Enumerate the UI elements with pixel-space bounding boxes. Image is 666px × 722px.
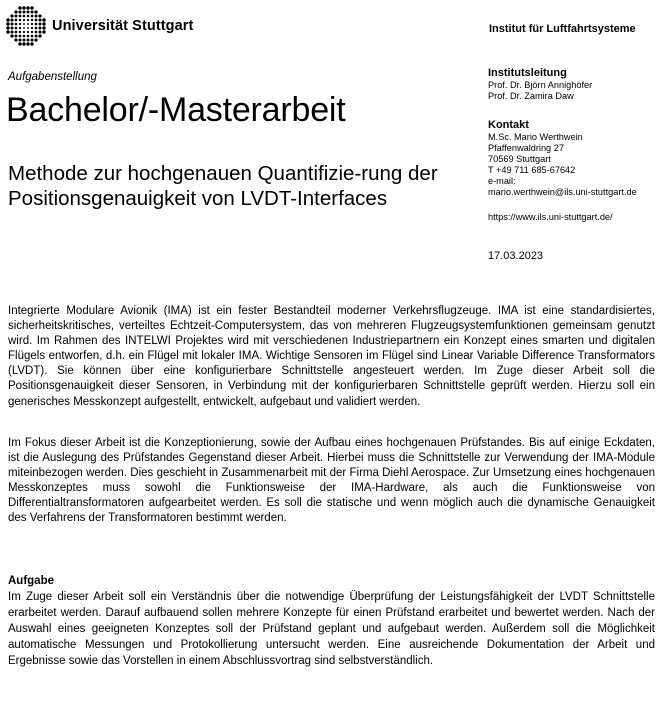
contact-street: Pfaffenwaldring 27 (488, 143, 564, 153)
contact-phone: T +49 711 685-67642 (488, 165, 576, 175)
leadership-heading: Institutsleitung (488, 67, 567, 79)
leader-name: Prof. Dr. Björn Annighöfer (488, 80, 593, 90)
page-subtitle: Methode zur hochgenauen Quantifizie-rung der Positionsgenauigkeit von LVDT-Interfaces (8, 162, 438, 210)
document-type-label: Aufgabenstellung (8, 71, 97, 83)
leader-name: Prof. Dr. Zamira Daw (488, 91, 574, 101)
page-title: Bachelor/-Masterarbeit (6, 91, 346, 129)
website-link[interactable]: https://www.ils.uni-stuttgart.de/ (488, 212, 613, 222)
task-heading: Aufgabe (8, 575, 54, 587)
task-paragraph: Im Zuge dieser Arbeit soll ein Verständnis über die notwendige Überprüfung der Leistungsfähigkeit der LVDT Schnittstelle erarbeitet werden. Darauf aufbauend sollen mehrere Konzepte für einen Prüfstand erarbeitet und bewertet werden. Nach der Auswahl eines geeigneten Konzeptes soll der Prüfstand geplant und aufgebaut werden. Außerdem soll die Möglichkeit automatische Messungen und Protokollierung untersucht werden. Eine ausreichende Dokumentation der Arbeit und Ergebnisse sowie das Vorstellen in einem Abschlussvortrag sind selbstverständlich. (8, 591, 655, 668)
body-paragraph: Integrierte Modulare Avionik (IMA) ist ein fester Bestandteil moderner Verkehrsflugzeuge. IMA ist eine standardisiertes, sicherheitskritisches, verteiltes Echtzeit-Computersystem, das von mehreren Flugzeugsystemfunktionen gemeinsam genutzt wird. Im Rahmen des INTELWI Projektes wird mit verschiedenen Industriepartnern ein Konzept eines smarten und digitalen Flügels entworfen, d.h. ein Flügel mit lokaler IMA. Wichtige Sensoren im Flügel sind Linear Variable Difference Transformators (LVDT). Sie können über eine konfigurierbare Schnittstelle angesteuert werden. Im Zuge dieser Arbeit soll die Positionsgenauigkeit dieser Sensoren, in Verbindung mit der konfigurierbaren Schnittstelle geprüft werden. Hierzu soll ein generisches Messkonzept aufgestellt, entwickelt, aufgebaut und validiert werden. (8, 305, 655, 408)
document-date: 17.03.2023 (488, 250, 544, 262)
contact-name: M.Sc. Mario Werthwein (488, 132, 583, 142)
contact-email[interactable]: mario.werthwein@ils.uni-stuttgart.de (488, 187, 637, 197)
body-paragraph: Im Fokus dieser Arbeit ist die Konzeptionierung, sowie der Aufbau eines hochgenauen Prüfstandes. Bis auf einige Eckdaten, ist die Auslegung des Prüfstandes Gegenstand dieser Arbeit. Hierbei muss die Schnittstelle zur Verwendung der IMA-Module miteinbezogen werden. Dies geschieht in Zusammenarbeit mit der Firma Diehl Aerospace. Zur Umsetzung eines hochgenauen Messkonzeptes muss sowohl die Funktionsweise der IMA-Hardware, als auch die Funktionsweise von Differentialtransformatoren aufgearbeitet werden. Es soll die statische und wenn möglich auch die dynamische Genauigkeit des Verfahrens der Transformatoren bestimmt werden. (8, 437, 655, 525)
university-name: Universität Stuttgart (52, 18, 194, 34)
contact-city: 70569 Stuttgart (488, 154, 551, 164)
contact-block (488, 119, 637, 198)
institute-leadership (488, 67, 592, 102)
contact-email-label: e-mail: (488, 176, 516, 186)
university-logo (6, 6, 193, 46)
university-seal-icon (6, 6, 46, 46)
institute-name: Institut für Luftfahrtsysteme (489, 23, 636, 35)
contact-heading: Kontakt (488, 119, 529, 131)
